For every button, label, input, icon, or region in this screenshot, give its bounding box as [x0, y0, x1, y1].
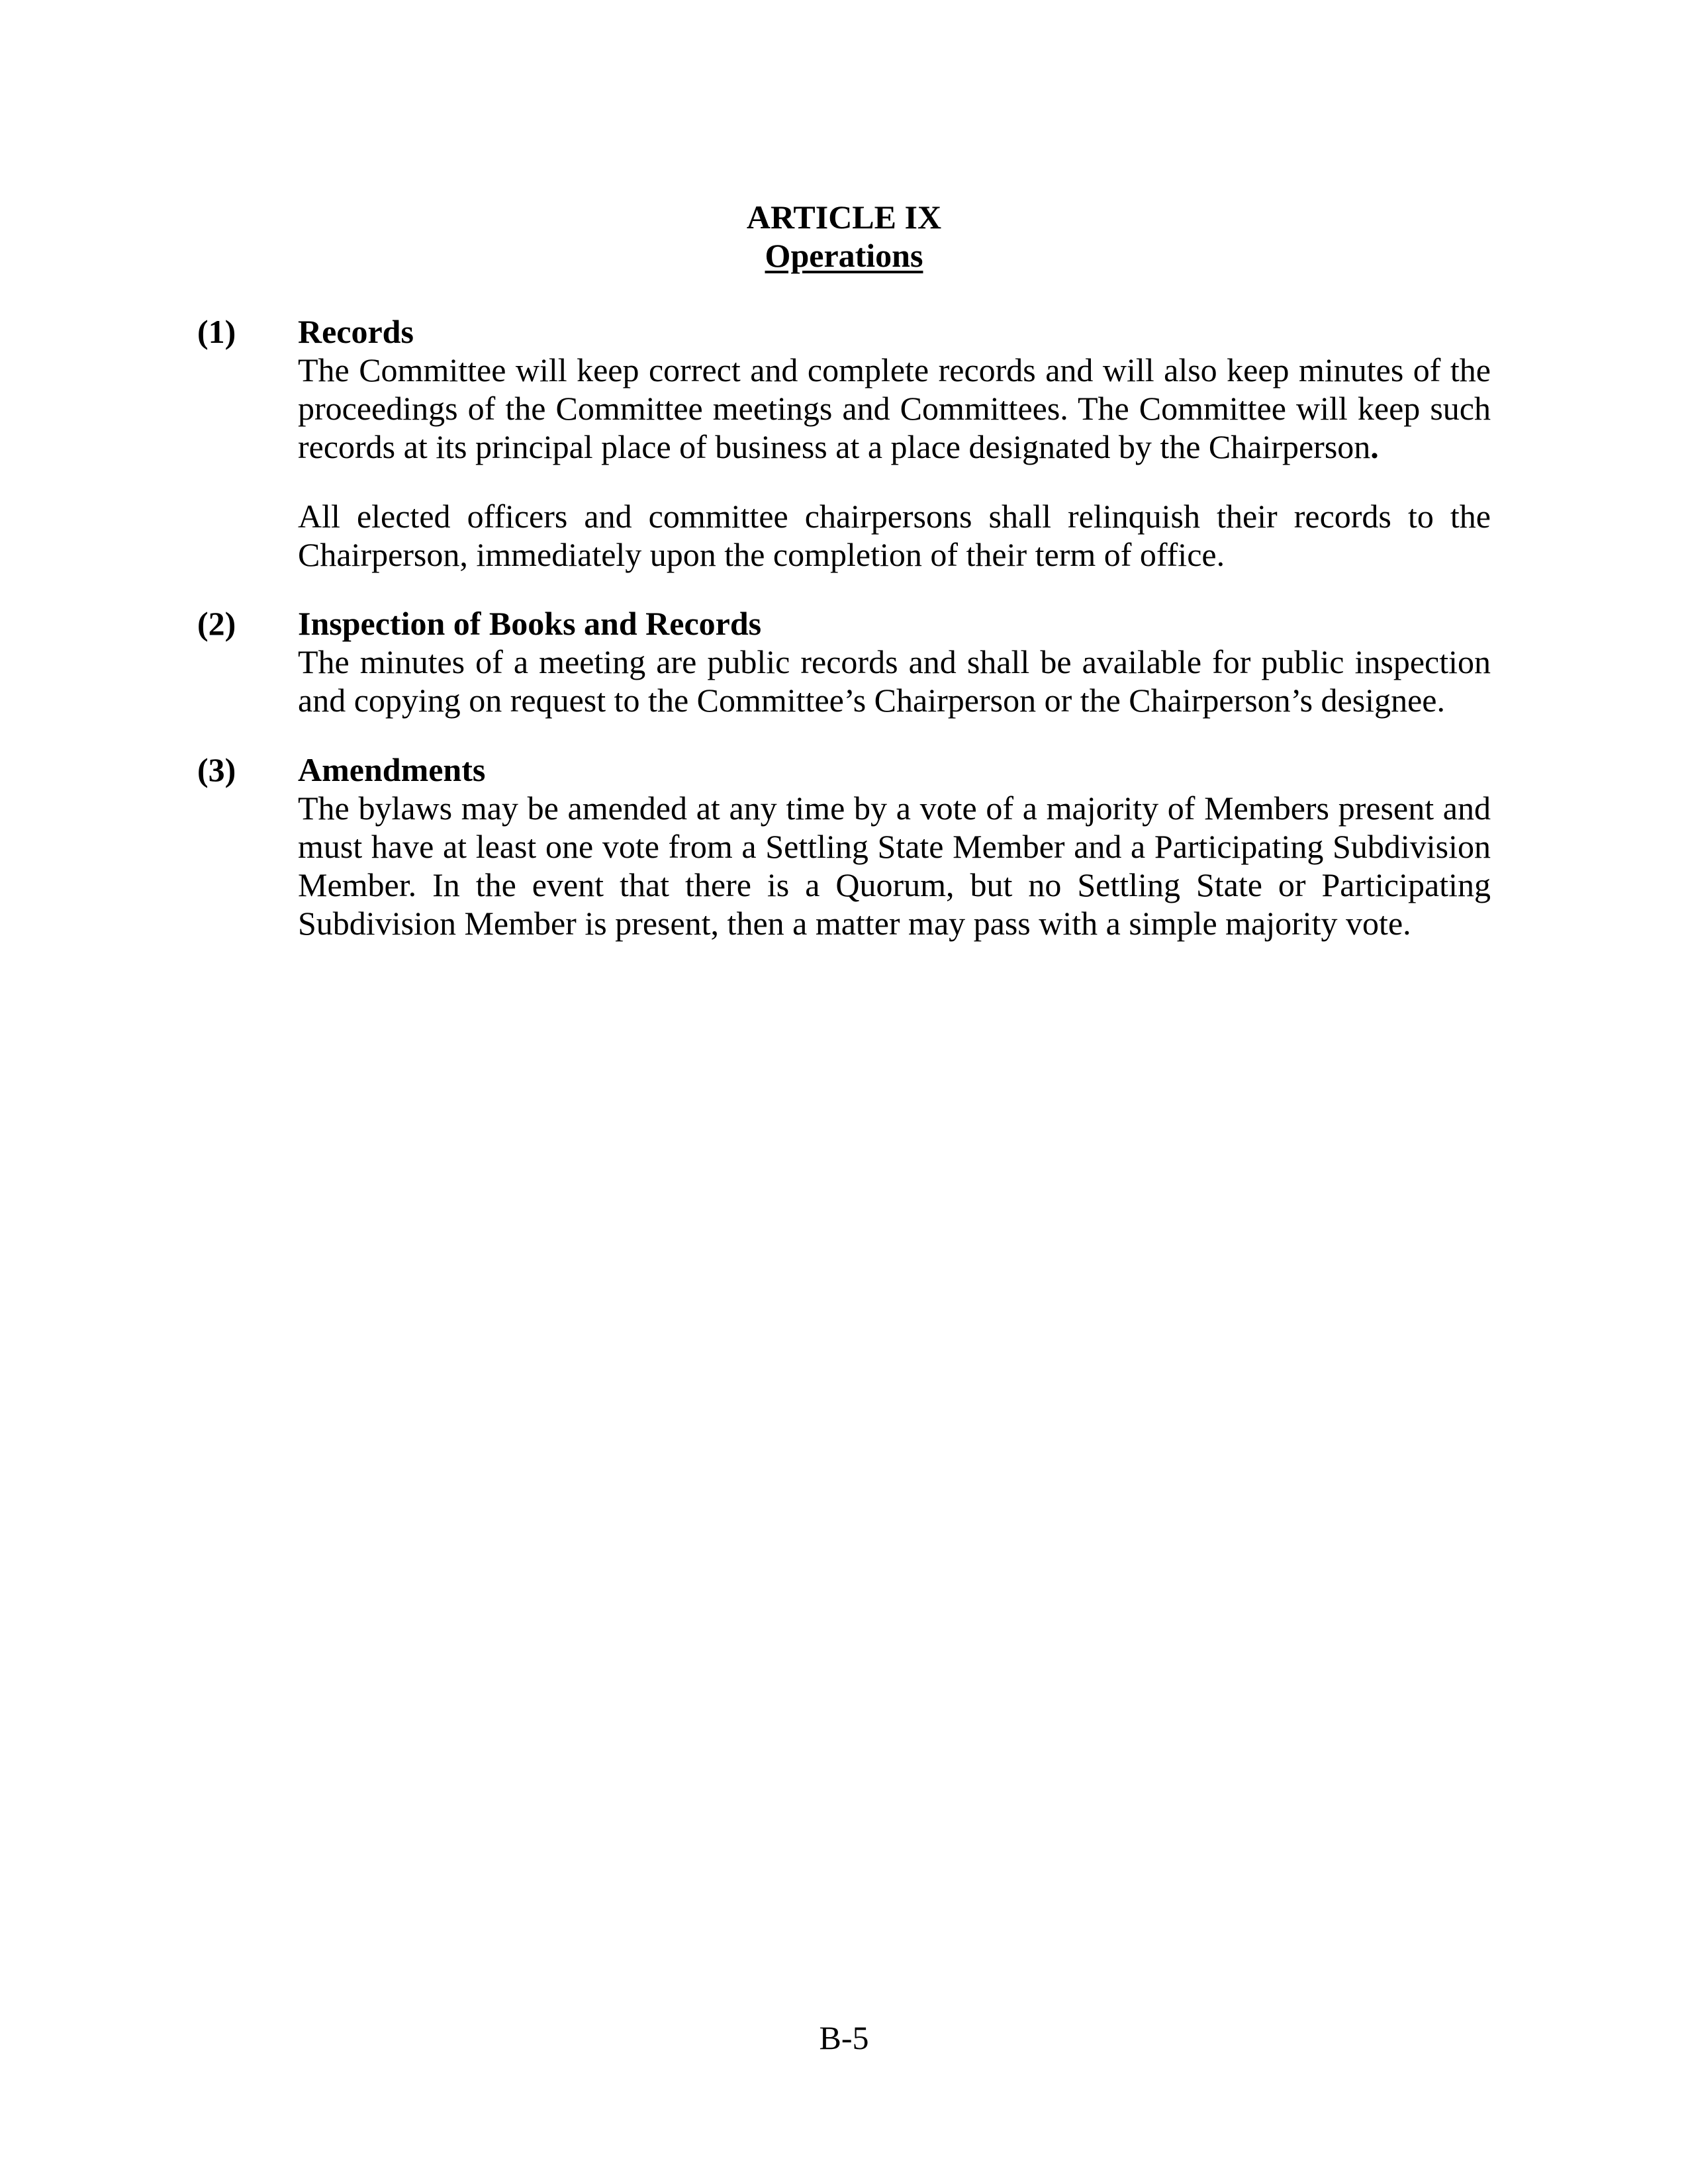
paragraph-line: All elected officers and committee chairpersons shall relinquish their records to the	[298, 498, 1491, 535]
paragraph-line: Chairperson, immediately upon the completion of their term of office.	[298, 536, 1225, 573]
records-paragraph-1	[298, 351, 1491, 466]
section-title: Records	[298, 313, 414, 350]
section-number: (3)	[197, 751, 236, 788]
section-number: (1)	[197, 313, 236, 350]
paragraph-line-text: records at its principal place of business at a place designated by the Chairperson	[298, 428, 1371, 465]
paragraph-line: The bylaws may be amended at any time by a vote of a majority of Members present and	[298, 790, 1491, 827]
article-title: Operations	[765, 237, 923, 274]
paragraph-line: Subdivision Member is present, then a matter may pass with a simple majority vote.	[298, 905, 1411, 942]
paragraph-line: Member. In the event that there is a Quorum, but no Settling State or Participating	[298, 866, 1491, 903]
section-title: Inspection of Books and Records	[298, 605, 762, 642]
section-title: Amendments	[298, 751, 486, 788]
records-paragraph-2	[298, 497, 1491, 574]
article-number: ARTICLE IX	[746, 199, 942, 236]
paragraph-line: must have at least one vote from a Settling State Member and a Participating Subdivision	[298, 828, 1491, 865]
paragraph-line: and copying on request to the Committee’s Chairperson or the Chairperson’s designee.	[298, 682, 1445, 719]
page-number: B-5	[819, 2019, 869, 2056]
section-number: (2)	[197, 605, 236, 642]
inspection-paragraph	[298, 643, 1491, 719]
amendments-paragraph	[298, 789, 1491, 942]
paragraph-line: proceedings of the Committee meetings and Committees. The Committee will keep such	[298, 390, 1491, 427]
paragraph-line-bold-period	[298, 428, 1491, 466]
paragraph-line: The Committee will keep correct and complete records and will also keep minutes of the	[298, 351, 1491, 388]
bold-period: .	[1370, 428, 1379, 465]
paragraph-line: The minutes of a meeting are public records and shall be available for public inspection	[298, 643, 1491, 680]
